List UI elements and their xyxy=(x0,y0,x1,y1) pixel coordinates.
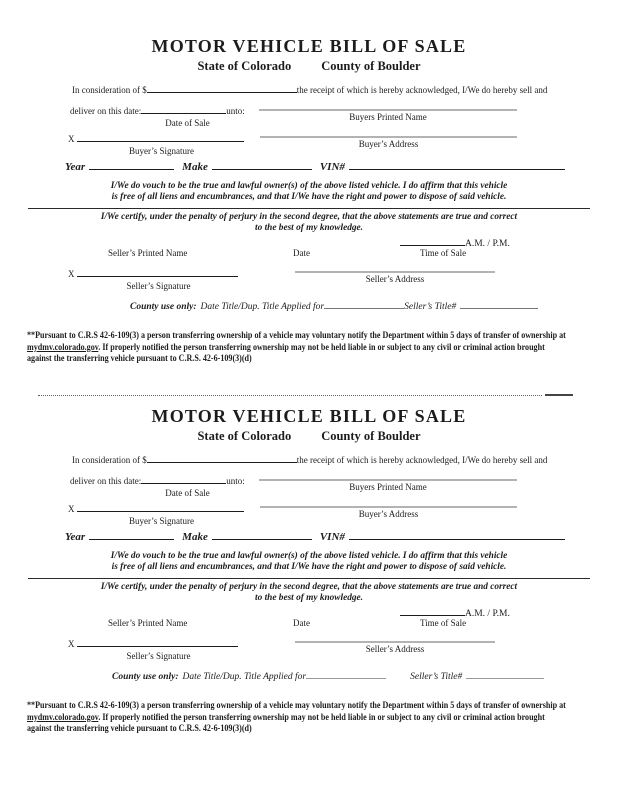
buyer-signature-group xyxy=(68,502,245,526)
buyer-address-group xyxy=(260,136,517,149)
vehicle-row xyxy=(27,159,591,172)
buyer-signature-row xyxy=(27,502,591,524)
sellers-signature-field xyxy=(77,637,238,647)
sellers-address-field xyxy=(295,641,495,643)
form-subtitle xyxy=(27,59,591,73)
certify-line-1: I/We certify, under the penalty of perjury in the second degree, that the above statements are true and correct xyxy=(100,212,518,222)
sellers-address-label: Seller’s Address xyxy=(365,644,425,654)
vouch-statement xyxy=(27,181,591,203)
buyers-printed-name-label: Buyers Printed Name xyxy=(349,482,427,492)
buyers-printed-name-label: Buyers Printed Name xyxy=(349,112,427,122)
seller-signature-group xyxy=(68,637,239,661)
seller-address-group xyxy=(295,271,495,284)
buyers-printed-name-field xyxy=(259,109,517,111)
certify-statement xyxy=(27,212,591,234)
seller-signature-line xyxy=(68,267,239,280)
form-subtitle xyxy=(27,429,591,443)
buyers-printed-name-field xyxy=(259,479,517,481)
consideration-row xyxy=(72,83,591,96)
buyer-address-group xyxy=(260,506,517,519)
sellers-signature-label: Seller’s Signature xyxy=(126,281,191,291)
vouch-statement xyxy=(27,551,591,573)
deliver-prefix: deliver on this date: xyxy=(70,106,142,116)
buyer-signature-row xyxy=(27,132,591,154)
footnote-line-3: against the transferring vehicle pursuant to C.R.S. 42-6-109(3)(d) xyxy=(27,724,252,734)
time-of-sale-row xyxy=(27,606,591,618)
dmv-link: mydmv.colorado.gov xyxy=(27,342,99,353)
county-use-label: County use only: xyxy=(112,672,179,682)
footnote-line-3: against the transferring vehicle pursuant to C.R.S. 42-6-109(3)(d) xyxy=(27,354,252,364)
seller-address-group xyxy=(295,641,495,654)
cut-line-dash xyxy=(545,394,573,396)
consideration-suffix: the receipt of which is hereby acknowledged, I/We do hereby sell and xyxy=(296,455,548,465)
time-of-sale-label: Time of Sale xyxy=(420,618,467,628)
buyers-printed-name-group xyxy=(259,109,517,122)
sellers-signature-field xyxy=(77,267,238,277)
consideration-amount-field xyxy=(147,453,297,463)
state-label: State of Colorado xyxy=(197,59,292,73)
consideration-prefix: In consideration of $ xyxy=(72,85,147,95)
title-applied-field xyxy=(324,299,404,309)
county-label: County of Boulder xyxy=(321,59,421,73)
date-of-sale-label: Date of Sale xyxy=(165,488,210,498)
x-mark: X xyxy=(68,639,75,649)
footnote-line-2-rest: . If properly notified the person transferring ownership may not be held liable in or subject to any civil or criminal action brought xyxy=(98,342,545,353)
year-field xyxy=(89,159,174,170)
form-title: MOTOR VEHICLE BILL OF SALE xyxy=(151,36,467,56)
unto-label: unto: xyxy=(226,476,245,486)
deliver-prefix: deliver on this date: xyxy=(70,476,142,486)
sellers-title-label: Seller’s Title# xyxy=(404,302,457,312)
cut-line xyxy=(38,394,573,396)
bill-of-sale-copy-1 xyxy=(0,0,618,366)
buyers-address-field xyxy=(260,506,517,508)
sellers-printed-name-label: Seller’s Printed Name xyxy=(108,248,188,258)
bill-of-sale-copy-2 xyxy=(0,406,618,736)
x-mark: X xyxy=(68,269,75,279)
divider-rule xyxy=(28,208,590,209)
buyer-signature-line xyxy=(68,502,245,515)
county-label: County of Boulder xyxy=(321,429,421,443)
time-of-sale-label: Time of Sale xyxy=(420,248,467,258)
certify-line-2: to the best of my knowledge. xyxy=(255,593,363,603)
make-label: Make xyxy=(182,531,208,543)
county-use-row xyxy=(27,669,591,682)
seller-labels-row xyxy=(27,248,591,259)
date-of-sale-label: Date of Sale xyxy=(165,118,210,128)
vehicle-row xyxy=(27,529,591,542)
buyers-printed-name-group xyxy=(259,479,517,492)
time-of-sale-field xyxy=(400,606,465,616)
sellers-printed-name-label: Seller’s Printed Name xyxy=(108,618,188,628)
unto-label: unto: xyxy=(226,106,245,116)
footnote-line-2 xyxy=(27,713,593,725)
footnote-line-1: **Pursuant to C.R.S 42-6-109(3) a person transferring ownership of a vehicle may voluntary notify the Department within 5 days of transfer of ownership at xyxy=(27,701,566,711)
vouch-line-1: I/We do vouch to be the true and lawful owner(s) of the above listed vehicle. I do affirm that this vehicle xyxy=(110,551,508,561)
title-applied-field xyxy=(306,669,386,679)
buyers-address-field xyxy=(260,136,517,138)
buyer-signature-line xyxy=(68,132,245,145)
buyers-signature-label: Buyer’s Signature xyxy=(128,516,195,526)
sellers-title-field xyxy=(466,669,544,679)
time-of-sale-row xyxy=(27,236,591,248)
certify-line-2: to the best of my knowledge. xyxy=(255,223,363,233)
time-of-sale-field xyxy=(400,236,465,246)
dmv-link: mydmv.colorado.gov xyxy=(27,712,99,723)
form-title: MOTOR VEHICLE BILL OF SALE xyxy=(151,406,467,426)
sellers-title-field xyxy=(460,299,538,309)
buyers-signature-label: Buyer’s Signature xyxy=(128,146,195,156)
buyers-signature-field xyxy=(77,502,244,512)
footnote-line-1: **Pursuant to C.R.S 42-6-109(3) a person transferring ownership of a vehicle may voluntary notify the Department within 5 days of transfer of ownership at xyxy=(27,331,566,341)
footnote xyxy=(27,701,593,736)
title-applied-label: Date Title/Dup. Title Applied for xyxy=(182,672,307,682)
consideration-row xyxy=(72,453,591,466)
sellers-signature-label: Seller’s Signature xyxy=(126,651,191,661)
make-field xyxy=(212,529,312,540)
vouch-line-1: I/We do vouch to be the true and lawful owner(s) of the above listed vehicle. I do affirm that this vehicle xyxy=(110,181,508,191)
buyers-address-label: Buyer’s Address xyxy=(358,139,419,149)
vouch-line-2: is free of all liens and encumbrances, and that I/We have the right and power to dispose of said vehicle. xyxy=(111,562,507,572)
vin-label: VIN# xyxy=(319,531,345,543)
certify-statement xyxy=(27,582,591,604)
date-of-sale-field xyxy=(141,104,226,114)
divider-rule xyxy=(28,578,590,579)
sellers-address-label: Seller’s Address xyxy=(365,274,425,284)
seller-signature-group xyxy=(68,267,239,291)
make-field xyxy=(212,159,312,170)
make-label: Make xyxy=(182,161,208,173)
vin-field xyxy=(349,529,565,540)
buyers-address-label: Buyer’s Address xyxy=(358,509,419,519)
footnote-line-2 xyxy=(27,343,593,355)
county-use-row xyxy=(27,299,591,312)
title-applied-label: Date Title/Dup. Title Applied for xyxy=(200,302,325,312)
consideration-suffix: the receipt of which is hereby acknowledged, I/We do hereby sell and xyxy=(296,85,548,95)
cut-line-dotted xyxy=(38,395,542,396)
seller-signature-row xyxy=(27,267,591,289)
footnote-line-2-rest: . If properly notified the person transferring ownership may not be held liable in or subject to any civil or criminal action brought xyxy=(98,712,545,723)
year-label: Year xyxy=(65,161,86,173)
consideration-prefix: In consideration of $ xyxy=(72,455,147,465)
am-pm-label: A.M. / P.M. xyxy=(465,239,510,249)
buyers-signature-field xyxy=(77,132,244,142)
am-pm-label: A.M. / P.M. xyxy=(465,609,510,619)
date-of-sale-group xyxy=(70,104,245,128)
sellers-address-field xyxy=(295,271,495,273)
year-field xyxy=(89,529,174,540)
date-of-sale-group xyxy=(70,474,245,498)
date-label: Date xyxy=(293,248,310,258)
deliver-row xyxy=(27,474,591,496)
seller-signature-line xyxy=(68,637,239,650)
date-label: Date xyxy=(293,618,310,628)
footnote xyxy=(27,331,593,366)
seller-labels-row xyxy=(27,618,591,629)
sellers-title-label: Seller’s Title# xyxy=(410,672,463,682)
seller-signature-row xyxy=(27,637,591,659)
deliver-row xyxy=(27,104,591,126)
buyer-signature-group xyxy=(68,132,245,156)
deliver-line xyxy=(70,104,245,117)
state-label: State of Colorado xyxy=(197,429,292,443)
vin-label: VIN# xyxy=(319,161,345,173)
vouch-line-2: is free of all liens and encumbrances, and that I/We have the right and power to dispose of said vehicle. xyxy=(111,192,507,202)
county-use-label: County use only: xyxy=(130,302,197,312)
consideration-amount-field xyxy=(147,83,297,93)
year-label: Year xyxy=(65,531,86,543)
deliver-line xyxy=(70,474,245,487)
x-mark: X xyxy=(68,134,75,144)
x-mark: X xyxy=(68,504,75,514)
date-of-sale-field xyxy=(141,474,226,484)
vin-field xyxy=(349,159,565,170)
certify-line-1: I/We certify, under the penalty of perjury in the second degree, that the above statements are true and correct xyxy=(100,582,518,592)
